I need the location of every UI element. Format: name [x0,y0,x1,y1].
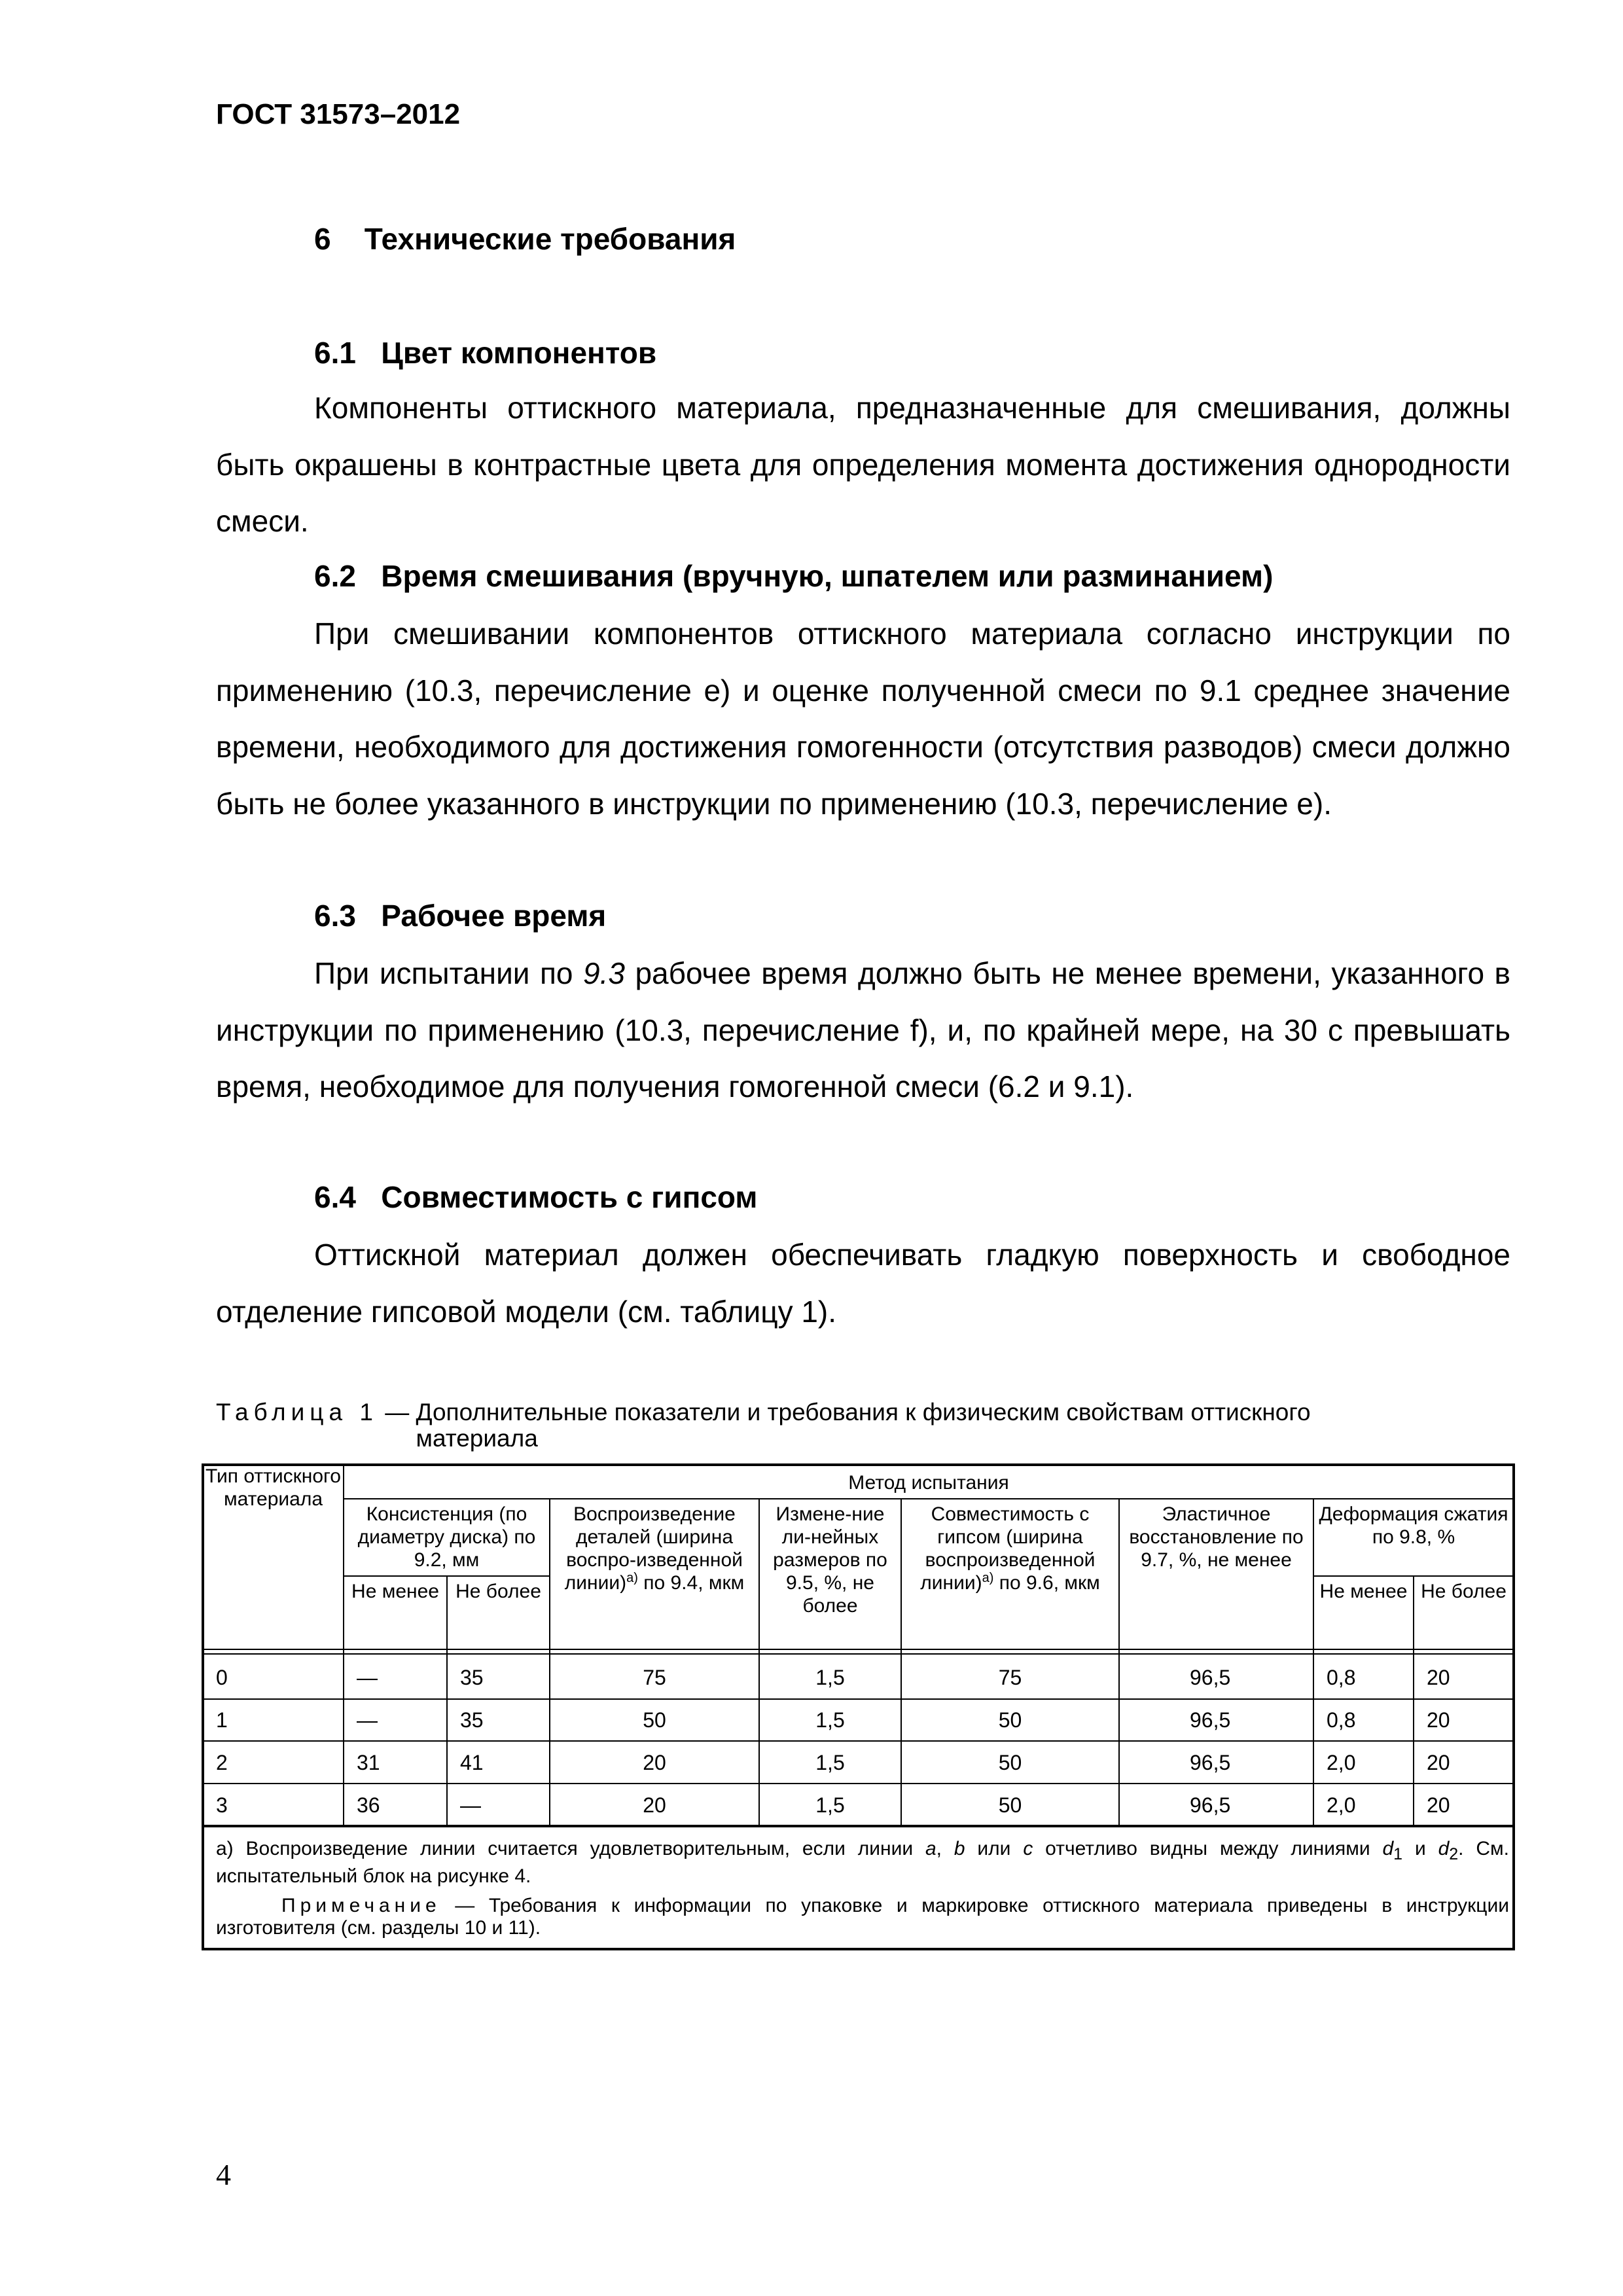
header-deformation-min: Не менее [1319,1581,1408,1602]
header-detail-reproduction: Воспроизведение деталей (ширина воспро-изведенной линии)$^{а)}$ по 9.4, мкм [564,1503,745,1594]
cell-dimchange: 1,5 [815,1751,845,1774]
cell-cons-min: 31 [357,1751,380,1774]
paragraph-6-1: Компоненты оттискного материала, предназначенные для смешивания, должны быть окрашены в контрастные цвета для определения момента достижения однородности смеси. [216,391,1510,538]
cell-type: 1 [216,1708,228,1732]
cell-type: 2 [216,1751,228,1774]
section-title: Технические требования [364,222,736,256]
cell-cons-max: 35 [460,1666,484,1689]
cell-elastic: 96,5 [1190,1793,1231,1817]
cell-def-min: 2,0 [1327,1793,1356,1817]
note-label: Примечание [281,1895,441,1916]
cell-gypsum: 50 [998,1751,1022,1774]
cell-detail: 75 [643,1666,666,1689]
cell-dimchange: 1,5 [815,1793,845,1817]
header-consistency-min: Не менее [351,1581,439,1602]
cell-def-min: 2,0 [1327,1751,1356,1774]
section-number: 6 [314,222,331,256]
cell-cons-min: 36 [357,1793,380,1817]
cell-cons-max: 35 [460,1708,484,1732]
header-deformation-max: Не более [1421,1581,1507,1602]
cell-cons-max: — [460,1793,481,1817]
cell-detail: 20 [643,1751,666,1774]
cell-gypsum: 50 [998,1793,1022,1817]
cell-type: 3 [216,1793,228,1817]
subsection-number: 6.2 [314,559,356,593]
cell-def-max: 20 [1427,1793,1450,1817]
header-consistency-max: Не более [455,1581,541,1602]
cell-def-max: 20 [1427,1666,1450,1689]
standard-id: ГОСТ 31573–2012 [216,98,461,130]
cell-detail: 50 [643,1708,666,1732]
clause-reference: 9.3 [583,956,625,990]
header-consistency: Консистенция (по диаметру диска) по 9.2, мм [357,1503,536,1571]
subsection-title: Рабочее время [381,899,607,933]
cell-dimchange: 1,5 [815,1666,845,1689]
subsection-number: 6.1 [314,336,356,370]
paragraph-6-3: При испытании по 9.3 рабочее время должно быть не менее времени, указанного в инструкции по применению (10.3, перечисление f), и, по крайней мере, на 30 с превышать время, необходимое для получения гомогенной смеси (6.2 и 9.1). [216,956,1510,1103]
header-elastic-recovery: Эластичное восстановление по 9.7, %, не менее [1129,1503,1304,1571]
cell-dimchange: 1,5 [815,1708,845,1732]
header-dimensional-change: Измене-ние ли-нейных размеров по 9.5, %, не более [773,1503,887,1617]
table-caption-label: Таблица 1 [216,1399,378,1426]
cell-elastic: 96,5 [1190,1751,1231,1774]
table-caption-text: Дополнительные показатели и требования к физическим свойствам оттискного материала [416,1399,1311,1452]
cell-detail: 20 [643,1793,666,1817]
header-method: Метод испытания [848,1472,1009,1494]
table-caption: Таблица 1 — Дополнительные показатели и требования к физическим свойствам оттискного материала [216,1399,1510,1452]
cell-def-max: 20 [1427,1708,1450,1732]
table-note: Примечание — Требования к информации по упаковке и маркировке оттискного материала приведены в инструкции изготовителя (см. разделы 10 и 11). [216,1895,1509,1939]
paragraph-6-4: Оттискной материал должен обеспечивать гладкую поверхность и свободное отделение гипсовой модели (см. таблицу 1). [216,1238,1510,1329]
cell-elastic: 96,5 [1190,1708,1231,1732]
cell-gypsum: 75 [998,1666,1022,1689]
cell-elastic: 96,5 [1190,1666,1231,1689]
cell-def-min: 0,8 [1327,1708,1356,1732]
subsection-title: Совместимость с гипсом [381,1180,758,1214]
cell-def-max: 20 [1427,1751,1450,1774]
header-gypsum-compatibility: Совместимость с гипсом (ширина воспроизведенной линии)$^{а)}$ по 9.6, мкм [920,1503,1100,1594]
table-footnote: а) Воспроизведение линии считается удовлетворительным, если линии a, b или c отчетливо видны между линиями $d_1$ и $d_2$. См. испытательный блок на рисунке 4. [216,1838,1510,1887]
subsection-title: Цвет компонентов [381,336,657,370]
subsection-title: Время смешивания (вручную, шпателем или разминанием) [381,559,1274,593]
cell-cons-min: — [357,1666,378,1689]
subsection-number: 6.4 [314,1180,356,1214]
cell-cons-max: 41 [460,1751,484,1774]
page-number: 4 [216,2158,231,2191]
subsection-number: 6.3 [314,899,356,933]
cell-gypsum: 50 [998,1708,1022,1732]
header-type: Тип оттискного материала [205,1465,341,1510]
cell-def-min: 0,8 [1327,1666,1356,1689]
header-deformation: Деформация сжатия по 9.8, % [1319,1503,1508,1548]
paragraph-6-2: При смешивании компонентов оттискного материала согласно инструкции по применению (10.3, перечисление е) и оценке полученной смеси по 9.1 среднее значение времени, необходимого для достижения гомогенности (отсутствия разводов) смеси должно быть не более указанного в инструкции по применению (10.3, перечисление е). [216,617,1510,821]
cell-type: 0 [216,1666,228,1689]
cell-cons-min: — [357,1708,378,1732]
